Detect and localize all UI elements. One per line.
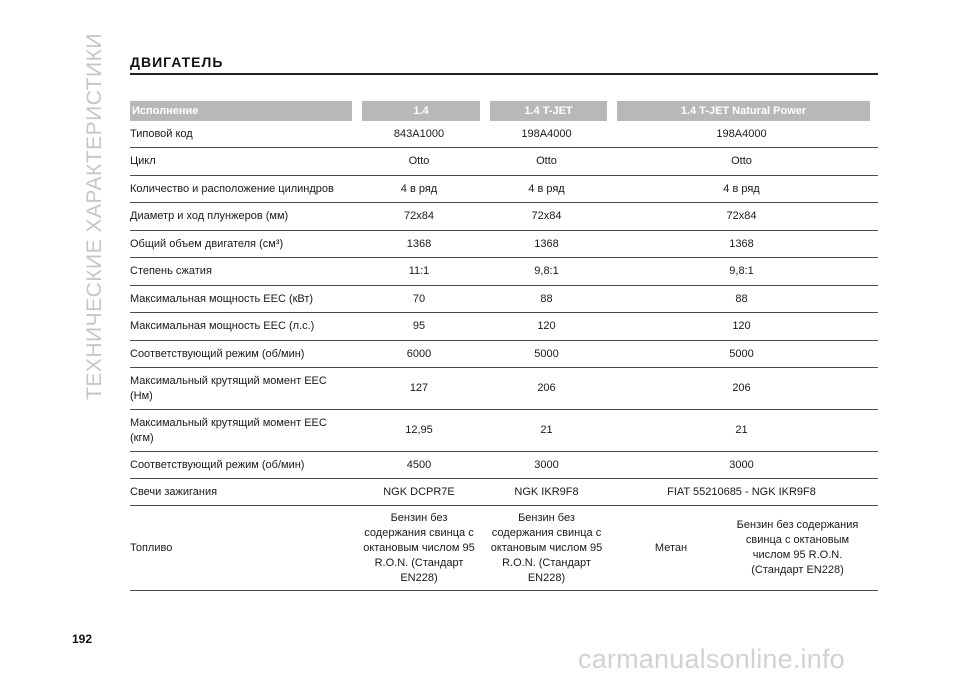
row-value: Бензин без содержания свинца с октановым числом 95 R.O.N. (Стандарт EN228) bbox=[490, 511, 603, 584]
row-value-split bbox=[615, 518, 868, 578]
row-value: 4500 bbox=[406, 458, 432, 471]
row-value: 843A1000 bbox=[393, 127, 445, 140]
row-value: 1368 bbox=[534, 237, 559, 250]
row-value: 206 bbox=[537, 382, 556, 394]
row-value: FIAT 55210685 - NGK IKR9F8 bbox=[667, 485, 816, 498]
row-value: 4 в ряд bbox=[528, 182, 565, 195]
row-value: 72x84 bbox=[531, 210, 562, 222]
table-row bbox=[130, 341, 878, 368]
header-cell-1-4-tjet: 1.4 T-JET bbox=[490, 101, 607, 121]
row-label: Максимальная мощность ЕЕС (кВт) bbox=[130, 292, 314, 305]
row-value: 72x84 bbox=[726, 210, 757, 222]
row-value: 21 bbox=[540, 424, 553, 436]
table-row bbox=[130, 203, 878, 231]
table-row bbox=[130, 121, 878, 148]
row-label: Степень сжатия bbox=[130, 265, 212, 277]
row-value: 4 в ряд bbox=[723, 182, 760, 195]
row-value: 72x84 bbox=[404, 210, 434, 222]
table-row-fuel bbox=[130, 506, 878, 591]
watermark: carmanualsonline.info bbox=[578, 644, 845, 674]
row-value: 127 bbox=[409, 382, 429, 394]
row-value: 3000 bbox=[534, 458, 559, 471]
row-label: Максимальный крутящий момент ЕЕС (Нм) bbox=[130, 374, 327, 402]
table-body bbox=[130, 121, 878, 506]
row-label: Свечи зажигания bbox=[130, 485, 218, 498]
row-value: 9,8:1 bbox=[729, 265, 754, 277]
fuel-petrol: Бензин без содержания свинца с октановым числом 95 R.O.N. (Стандарт EN228) bbox=[736, 519, 859, 576]
fuel-methane: Метан bbox=[654, 541, 688, 554]
page-title: ДВИГАТЕЛЬ bbox=[130, 54, 224, 70]
header-cell-variant: Исполнение bbox=[130, 101, 352, 121]
table-row bbox=[130, 176, 878, 203]
row-value: 9,8:1 bbox=[534, 265, 559, 277]
row-value: 1368 bbox=[406, 237, 432, 250]
engine-specs-table bbox=[130, 101, 878, 591]
row-label: Количество и расположение цилиндров bbox=[130, 182, 334, 195]
row-value: Otto bbox=[731, 155, 752, 167]
row-label: Типовой код bbox=[130, 127, 193, 140]
table-row bbox=[130, 410, 878, 452]
row-value: 4 в ряд bbox=[400, 182, 438, 195]
row-value: 95 bbox=[412, 320, 426, 332]
row-label: Максимальный крутящий момент ЕЕС (кгм) bbox=[130, 416, 327, 444]
side-section-title: ТЕХНИЧЕСКИЕ ХАРАКТЕРИСТИКИ bbox=[83, 33, 106, 400]
row-value: Бензин без содержания свинца с октановым числом 95 R.O.N. (Стандарт EN228) bbox=[363, 511, 475, 584]
row-label: Диаметр и ход плунжеров (мм) bbox=[130, 210, 289, 222]
row-value: 88 bbox=[735, 292, 748, 305]
page-number: 192 bbox=[72, 632, 93, 646]
header-cell-natural-power: 1.4 T-JET Natural Power bbox=[617, 101, 870, 121]
row-value: Otto bbox=[408, 155, 430, 167]
row-value: NGK DCPR7E bbox=[383, 485, 455, 498]
row-label: Соответствующий режим (об/мин) bbox=[130, 347, 305, 360]
row-value: NGK IKR9F8 bbox=[514, 485, 579, 498]
row-value: 88 bbox=[540, 292, 553, 305]
table-row bbox=[130, 452, 878, 479]
row-label: Соответствующий режим (об/мин) bbox=[130, 458, 305, 471]
row-value: 120 bbox=[537, 320, 556, 332]
row-value: 5000 bbox=[534, 347, 559, 360]
row-value: 1368 bbox=[729, 237, 754, 250]
row-value: 6000 bbox=[406, 347, 432, 360]
table-row bbox=[130, 286, 878, 313]
row-label: Максимальная мощность ЕЕС (л.с.) bbox=[130, 320, 315, 332]
row-value: 3000 bbox=[729, 458, 754, 471]
row-value: 206 bbox=[732, 382, 751, 394]
row-value: 120 bbox=[732, 320, 751, 332]
row-value: 11:1 bbox=[408, 265, 430, 277]
row-value: 12,95 bbox=[405, 424, 433, 436]
row-value: 70 bbox=[412, 292, 426, 305]
title-divider bbox=[130, 73, 878, 75]
row-label: Топливо bbox=[130, 541, 173, 554]
table-row bbox=[130, 313, 878, 341]
table-row bbox=[130, 258, 878, 286]
row-value: 5000 bbox=[729, 347, 754, 360]
row-label: Цикл bbox=[130, 155, 156, 167]
row-value: Otto bbox=[536, 155, 557, 167]
row-value: 198A4000 bbox=[716, 127, 767, 140]
table-row bbox=[130, 368, 878, 410]
table-row bbox=[130, 148, 878, 176]
table-row bbox=[130, 479, 878, 506]
row-value: 21 bbox=[735, 424, 748, 436]
row-label: Общий объем двигателя (см³) bbox=[130, 237, 284, 250]
table-row bbox=[130, 231, 878, 258]
row-value: 198A4000 bbox=[521, 127, 572, 140]
header-cell-1-4: 1.4 bbox=[362, 101, 480, 121]
table-header bbox=[130, 101, 878, 121]
